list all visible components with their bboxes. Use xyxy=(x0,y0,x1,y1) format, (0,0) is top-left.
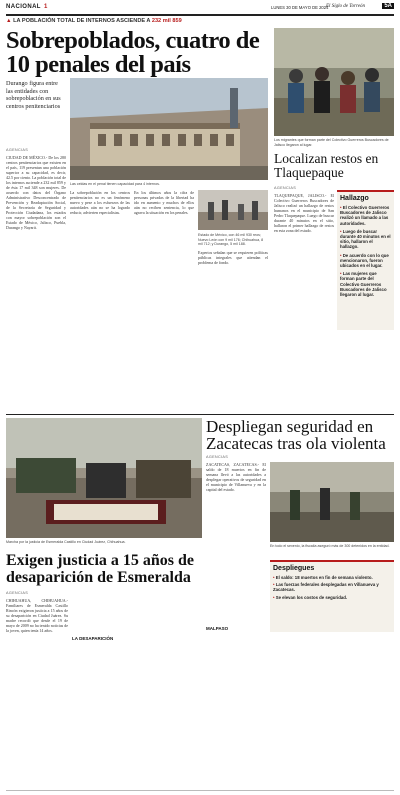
story2-byline: AGENCIAS xyxy=(274,186,297,190)
story3-subhead: MALPASO xyxy=(206,626,229,631)
story1-deck: Durango figura entre las entidades con sobrepoblación en sus centros penitenciarios xyxy=(6,80,61,110)
story2-bullet-text: Las mujeres que forman parte del Colectivo Guerreros Buscadores de Jalisco llegaron al lugar. xyxy=(340,271,387,298)
story2-bullet: • Luego de buscar durante 40 minutos en el sitio, hallaron el hallazgo. xyxy=(340,228,391,250)
header-rule xyxy=(6,14,394,16)
story3-photo xyxy=(6,418,202,538)
story1-second-photo xyxy=(198,190,268,230)
story4-body: CHIHUAHUA, CHIHUAHUA.- Familiares de Esmeralda Castillo Rincón exigieron justicia a 15 años de su desaparición en Ciudad Juárez. Su madre recordó que desde el 19 de mayo de 2009 no ha tenido noticias de la joven, quien tenía 14 años. xyxy=(6,598,68,633)
story2-sidebar-title: Hallazgo xyxy=(340,195,369,202)
top-bar-text: LA POBLACIÓN TOTAL DE INTERNOS ASCIENDE A xyxy=(13,18,151,24)
bottom-rule xyxy=(6,790,394,791)
story2-bullet-text: El Colectivo Guerreros Buscadores de Jalisco realizó un llamado a las autoridades. xyxy=(340,205,390,226)
story3-bullet-text: Se elevan los costos de seguridad. xyxy=(275,594,348,600)
story3-sidebar xyxy=(270,560,394,632)
page-code: 5A xyxy=(384,3,392,9)
story4-subhead: LA DESAPARICIÓN xyxy=(72,636,114,641)
story3-bullet-text: El saldo: 18 muertos en fin de semana violento. xyxy=(275,575,373,580)
story3-second-photo xyxy=(270,462,394,542)
story3-body: ZACATECAS, ZACATECAS.- El saldo de 18 muertos en fin de semana llevó a las autoridades a desplegar operativos de seguridad en el municipio de Villanueva y en la capital del estado. xyxy=(206,462,266,492)
story1-quote-caption: Estado de México, con 46 mil 930 reos; Nuevo León con 9 mil 176; Chihuahua, 8 mil 712; y Durango, 5 mil 188. xyxy=(198,233,264,246)
story3-body-col2 xyxy=(270,640,394,788)
story1-byline: AGENCIAS xyxy=(6,148,29,152)
story3-headline: Despliegan seguridad en Zacatecas tras ola violenta xyxy=(206,417,386,453)
story1-headline: Sobrepoblados, cuatro de 10 penales del país xyxy=(6,27,260,78)
section-label: NACIONAL xyxy=(6,4,41,10)
story1-body-col1: CIUDAD DE MÉXICO.- De los 280 centros penitenciarios que existen en el país, 119 presentan una población superior a su capacidad, es decir, 42.5 por ciento. La población total de los internos asciende a 232 mil 859 y de ésta 17 mil 348 son mujeres. De acuerdo con datos del Órgano Administrativo Desconcentrado de Prevención y Readaptación Social, de la Secretaría de Seguridad y Protección Ciudadana, los estados con mayor sobrepoblación son el Estado de México, Jalisco, Puebla, Durango y Nayarit. xyxy=(6,155,66,230)
story3-sidebar-title: Despliegues xyxy=(273,565,315,572)
story2-body: TLAQUEPAQUE, JALISCO.- El Colectivo Guerreros Buscadores de Jalisco realizó un hallazgo de restos humanos en el municipio de San Pedro Tlaquepaque. Luego de buscar durante 40 minutos en el sitio, hallaron el primer hallazgo de restos en esta zona del estado. xyxy=(274,193,334,233)
top-bar-arrow-icon: ▲ xyxy=(6,18,12,24)
story2-sidebar xyxy=(337,190,394,330)
story2-bullet: • El Colectivo Guerreros Buscadores de Jalisco realizó un llamado a las autoridades. xyxy=(340,205,390,226)
story2-headline: Localizan restos en Tlaquepaque xyxy=(274,151,379,180)
story1-body-col2: La sobrepoblación en los centros penitenciarios no es un fenómeno nuevo y pese a los esfuerzos de las autoridades aún no se ha logrado reducir, advierten especialistas. xyxy=(70,190,130,215)
story2-bullet-text: De acuerdo con lo que mencionaron, fueron ubicados en el lugar. xyxy=(340,252,389,269)
top-bar xyxy=(6,18,394,26)
side-photo-caption: Los migrantes que forman parte del Colectivo Guerreros Buscadores de Jalisco llegaron al lugar. xyxy=(274,138,389,147)
story1-photo-caption: Las celdas en el penal tienen capacidad para 4 internos. xyxy=(70,182,160,186)
section-divider xyxy=(6,414,394,415)
story3-bullet-text: Las fuerzas federales desplegadas en Villanueva y Zacatecas. xyxy=(273,582,379,593)
story4-body-col2 xyxy=(72,598,134,788)
story2-body-cont xyxy=(337,334,394,410)
paper-name: El Siglo de Torreón xyxy=(326,4,365,9)
page-number: 1 xyxy=(44,4,48,10)
story2-bullet-text: Luego de buscar durante 40 minutos en el sitio, hallaron el hallazgo. xyxy=(340,228,391,250)
story3-bullet: • El saldo: 18 muertos en fin de semana violento. xyxy=(273,575,373,580)
story1-body-col4: Expertos señalan que se requieren políticas públicas integrales que atiendan el problema de fondo. xyxy=(198,250,268,265)
story3-bullet: • Las fuerzas federales desplegadas en Villanueva y Zacatecas. xyxy=(273,582,379,593)
page-header xyxy=(6,4,394,13)
story4-body-col3 xyxy=(138,598,200,788)
story3-bullet: • Se elevan los costos de seguridad. xyxy=(273,594,348,600)
story3-caption: En todo el sexenio, la fiscalía aseguró más de 300 detenidos en la entidad. xyxy=(270,544,390,548)
story4-byline: AGENCIAS xyxy=(6,591,29,595)
top-bar-number: 232 mil 859 xyxy=(151,18,182,24)
story1-body-col3: En los últimos años la cifra de personas privadas de la libertad ha ido en aumento y muchos de ellos aún no reciben sentencia, lo que agrava la situación en los penales. xyxy=(134,190,194,215)
side-photo xyxy=(274,28,394,136)
story3-byline: AGENCIAS xyxy=(206,455,229,459)
story3-photo-caption: Marcha por la justicia de Esmeralda Castillo en Ciudad Juárez, Chihuahua. xyxy=(6,540,126,544)
story1-main-photo xyxy=(70,78,268,180)
story2-bullet: • De acuerdo con lo que mencionaron, fueron ubicados en el lugar. xyxy=(340,252,389,269)
date-line: LUNES 30 DE MAYO DE 2024 xyxy=(271,5,329,10)
story2-bullet: • Las mujeres que forman parte del Colectivo Guerreros Buscadores de Jalisco llegaron al lugar. xyxy=(340,271,387,298)
story4-headline: Exigen justicia a 15 años de desaparición de Esmeralda xyxy=(6,552,195,586)
